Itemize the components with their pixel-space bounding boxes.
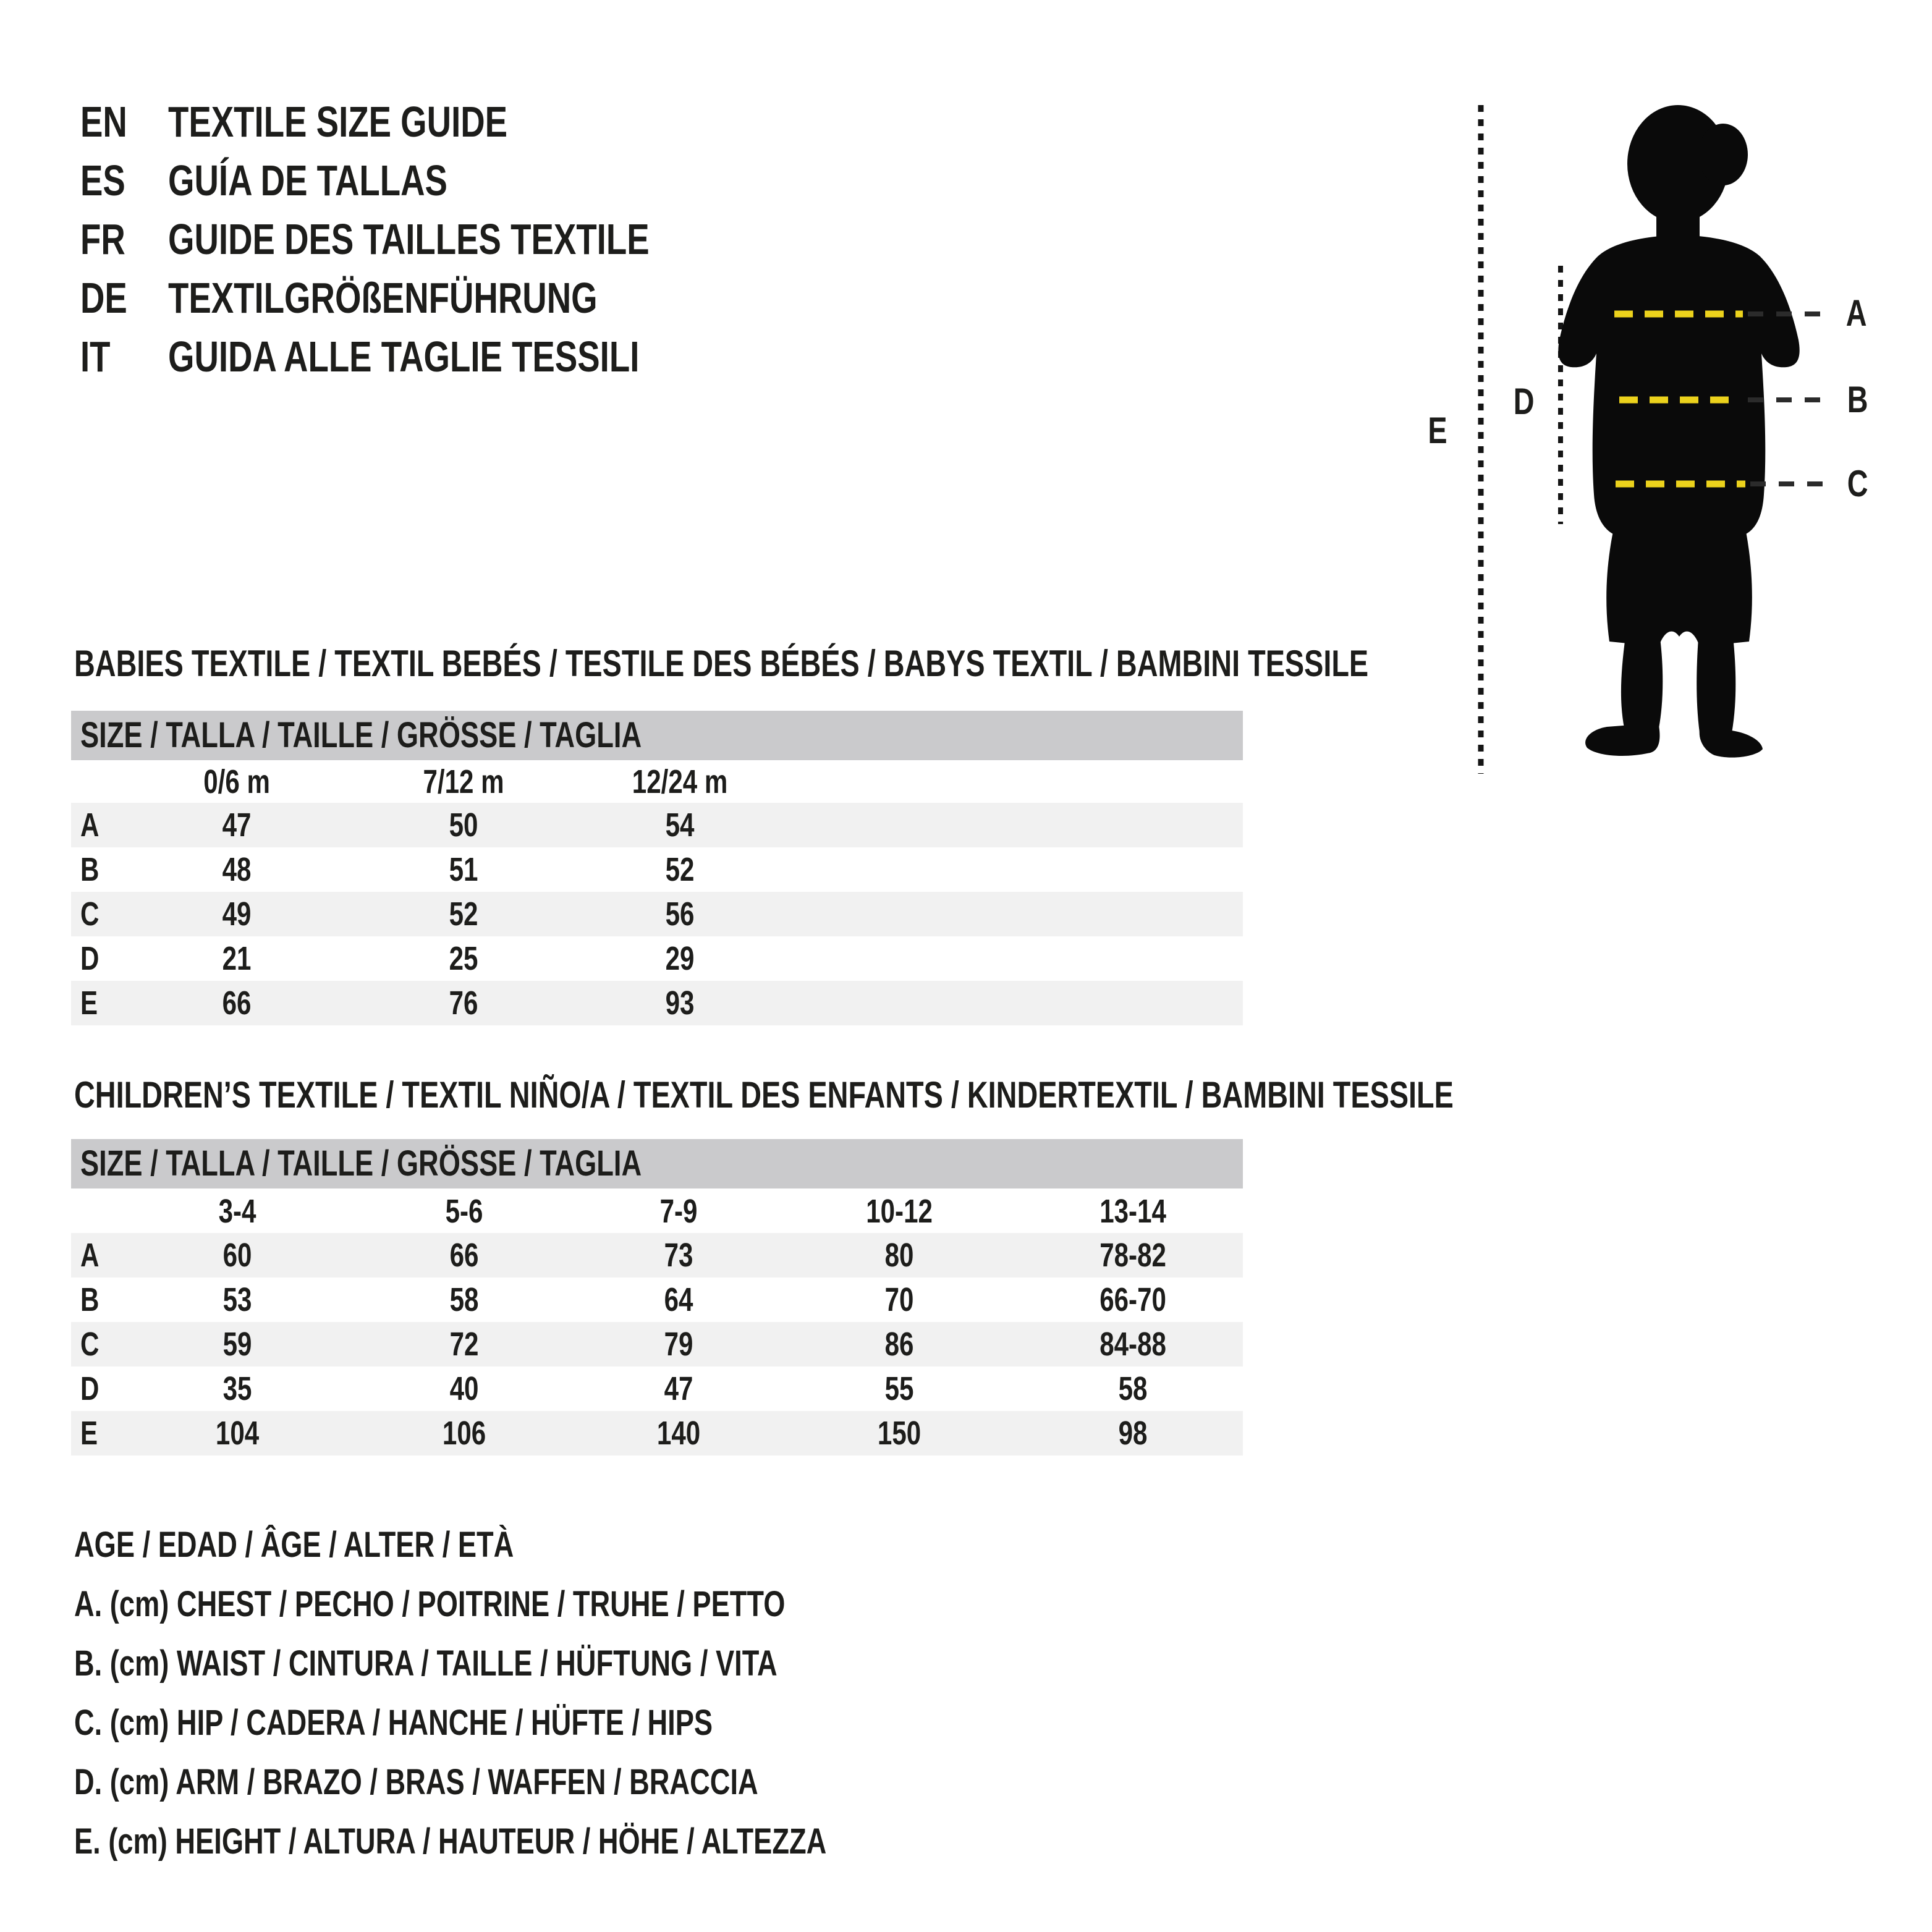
- lang-title: TEXTILE SIZE GUIDE: [168, 98, 508, 146]
- child-silhouette-figure: [1409, 80, 1879, 803]
- measure-label-b: B: [1847, 379, 1868, 420]
- table-cell: 70: [884, 1281, 914, 1318]
- lang-title: GUÍA DE TALLAS: [168, 156, 447, 205]
- lang-code: IT: [80, 333, 111, 381]
- lang-title: GUIDE DES TAILLES TEXTILE: [168, 215, 650, 263]
- row-label: C: [80, 1326, 100, 1363]
- row-label: B: [80, 851, 100, 888]
- table-cell: 98: [1118, 1415, 1148, 1452]
- table-row-c: [71, 1322, 1243, 1366]
- table-cell: 47: [664, 1370, 693, 1407]
- babies-section-heading: BABIES TEXTILE / TEXTIL BEBÉS / TESTILE DES BÉBÉS / BABYS TEXTIL / BAMBINI TESSILE: [74, 643, 1369, 684]
- row-label: E: [80, 985, 98, 1022]
- table-cell: 73: [664, 1237, 693, 1274]
- table-cell: 51: [449, 851, 478, 888]
- table-cell: 140: [656, 1415, 701, 1452]
- row-label: A: [80, 1237, 100, 1274]
- babies-size-header-bar: SIZE / TALLA / TAILLE / GRÖSSE / TAGLIA: [71, 711, 1243, 760]
- row-label: A: [80, 807, 100, 844]
- table-cell: 47: [222, 807, 252, 844]
- column-header: 0/6 m: [203, 763, 270, 800]
- table-cell: 49: [222, 896, 252, 933]
- lang-title: GUIDA ALLE TAGLIE TESSILI: [168, 333, 640, 381]
- table-row-e: [71, 1411, 1243, 1455]
- measure-label-d: D: [1513, 381, 1535, 422]
- table-cell: 25: [449, 940, 478, 977]
- table-row-d: [71, 936, 1243, 981]
- table-cell: 84-88: [1099, 1326, 1166, 1363]
- table-cell: 50: [449, 807, 478, 844]
- column-header: 12/24 m: [632, 763, 728, 800]
- table-cell: 66: [449, 1237, 479, 1274]
- column-header: 5-6: [445, 1193, 483, 1230]
- row-label: D: [80, 940, 100, 977]
- lang-row-fr: [0, 210, 865, 269]
- lang-code: DE: [80, 274, 127, 322]
- table-cell: 29: [665, 940, 695, 977]
- babies-size-table: [71, 711, 1243, 1026]
- table-cell: 21: [222, 940, 252, 977]
- column-header: 7-9: [659, 1193, 698, 1230]
- table-cell: 104: [215, 1415, 260, 1452]
- children-size-header-bar: SIZE / TALLA / TAILLE / GRÖSSE / TAGLIA: [71, 1139, 1243, 1188]
- children-section-heading: CHILDREN’S TEXTILE / TEXTIL NIÑO/A / TEXTIL DES ENFANTS / KINDERTEXTIL / BAMBINI TESSILE: [74, 1074, 1454, 1116]
- table-cell: 66-70: [1099, 1281, 1166, 1318]
- table-row-a: [71, 1233, 1243, 1277]
- lang-title: TEXTILGRÖßENFÜHRUNG: [168, 274, 598, 322]
- lang-code: ES: [80, 156, 125, 205]
- table-cell: 72: [449, 1326, 479, 1363]
- table-cell: 40: [449, 1370, 479, 1407]
- table-cell: 58: [449, 1281, 479, 1318]
- column-header: 13-14: [1099, 1193, 1166, 1230]
- children-column-header-row: [71, 1191, 1243, 1232]
- babies-column-header-row: [71, 761, 1243, 802]
- table-cell: 48: [222, 851, 252, 888]
- table-cell: 53: [222, 1281, 252, 1318]
- children-size-table: [71, 1139, 1243, 1457]
- row-label: B: [80, 1281, 100, 1318]
- legend-line-age: AGE / EDAD / ÂGE / ALTER / ETÀ: [74, 1525, 514, 1565]
- table-cell: 150: [877, 1415, 922, 1452]
- table-cell: 54: [665, 807, 695, 844]
- legend-line-hip: C. (cm) HIP / CADERA / HANCHE / HÜFTE / HIPS: [74, 1703, 713, 1743]
- table-cell: 64: [664, 1281, 693, 1318]
- legend-line-waist: B. (cm) WAIST / CINTURA / TAILLE / HÜFTUNG / VITA: [74, 1643, 777, 1684]
- table-row-e: [71, 981, 1243, 1025]
- table-cell: 52: [449, 896, 478, 933]
- table-cell: 76: [449, 985, 478, 1022]
- legend-line-chest: A. (cm) CHEST / PECHO / POITRINE / TRUHE / PETTO: [74, 1584, 786, 1624]
- table-cell: 93: [665, 985, 695, 1022]
- table-cell: 58: [1118, 1370, 1148, 1407]
- measure-label-a: A: [1845, 292, 1867, 334]
- measure-label-c: C: [1847, 463, 1868, 504]
- table-cell: 59: [222, 1326, 252, 1363]
- legend-line-height: E. (cm) HEIGHT / ALTURA / HAUTEUR / HÖHE / ALTEZZA: [74, 1821, 827, 1862]
- table-cell: 52: [665, 851, 695, 888]
- lang-code: FR: [80, 215, 125, 263]
- column-header: 10-12: [866, 1193, 933, 1230]
- row-label: E: [80, 1415, 98, 1452]
- table-cell: 55: [884, 1370, 914, 1407]
- column-header: 3-4: [218, 1193, 256, 1230]
- table-row-b: [71, 847, 1243, 892]
- lang-row-es: [0, 151, 865, 210]
- column-header: 7/12 m: [423, 763, 504, 800]
- table-cell: 35: [222, 1370, 252, 1407]
- table-row-a: [71, 803, 1243, 847]
- table-cell: 66: [222, 985, 252, 1022]
- table-row-d: [71, 1366, 1243, 1411]
- table-cell: 78-82: [1099, 1237, 1166, 1274]
- measure-label-e: E: [1428, 410, 1447, 451]
- lang-code: EN: [80, 98, 127, 146]
- table-row-c: [71, 892, 1243, 936]
- table-cell: 60: [222, 1237, 252, 1274]
- table-cell: 106: [442, 1415, 486, 1452]
- row-label: C: [80, 896, 100, 933]
- legend-line-arm: D. (cm) ARM / BRAZO / BRAS / WAFFEN / BRACCIA: [74, 1762, 758, 1802]
- lang-row-it: [0, 328, 865, 386]
- table-row-b: [71, 1277, 1243, 1322]
- lang-row-de: [0, 269, 865, 328]
- lang-row-en: [0, 93, 865, 151]
- table-cell: 86: [884, 1326, 914, 1363]
- table-cell: 80: [884, 1237, 914, 1274]
- table-cell: 79: [664, 1326, 693, 1363]
- row-label: D: [80, 1370, 100, 1407]
- table-cell: 56: [665, 896, 695, 933]
